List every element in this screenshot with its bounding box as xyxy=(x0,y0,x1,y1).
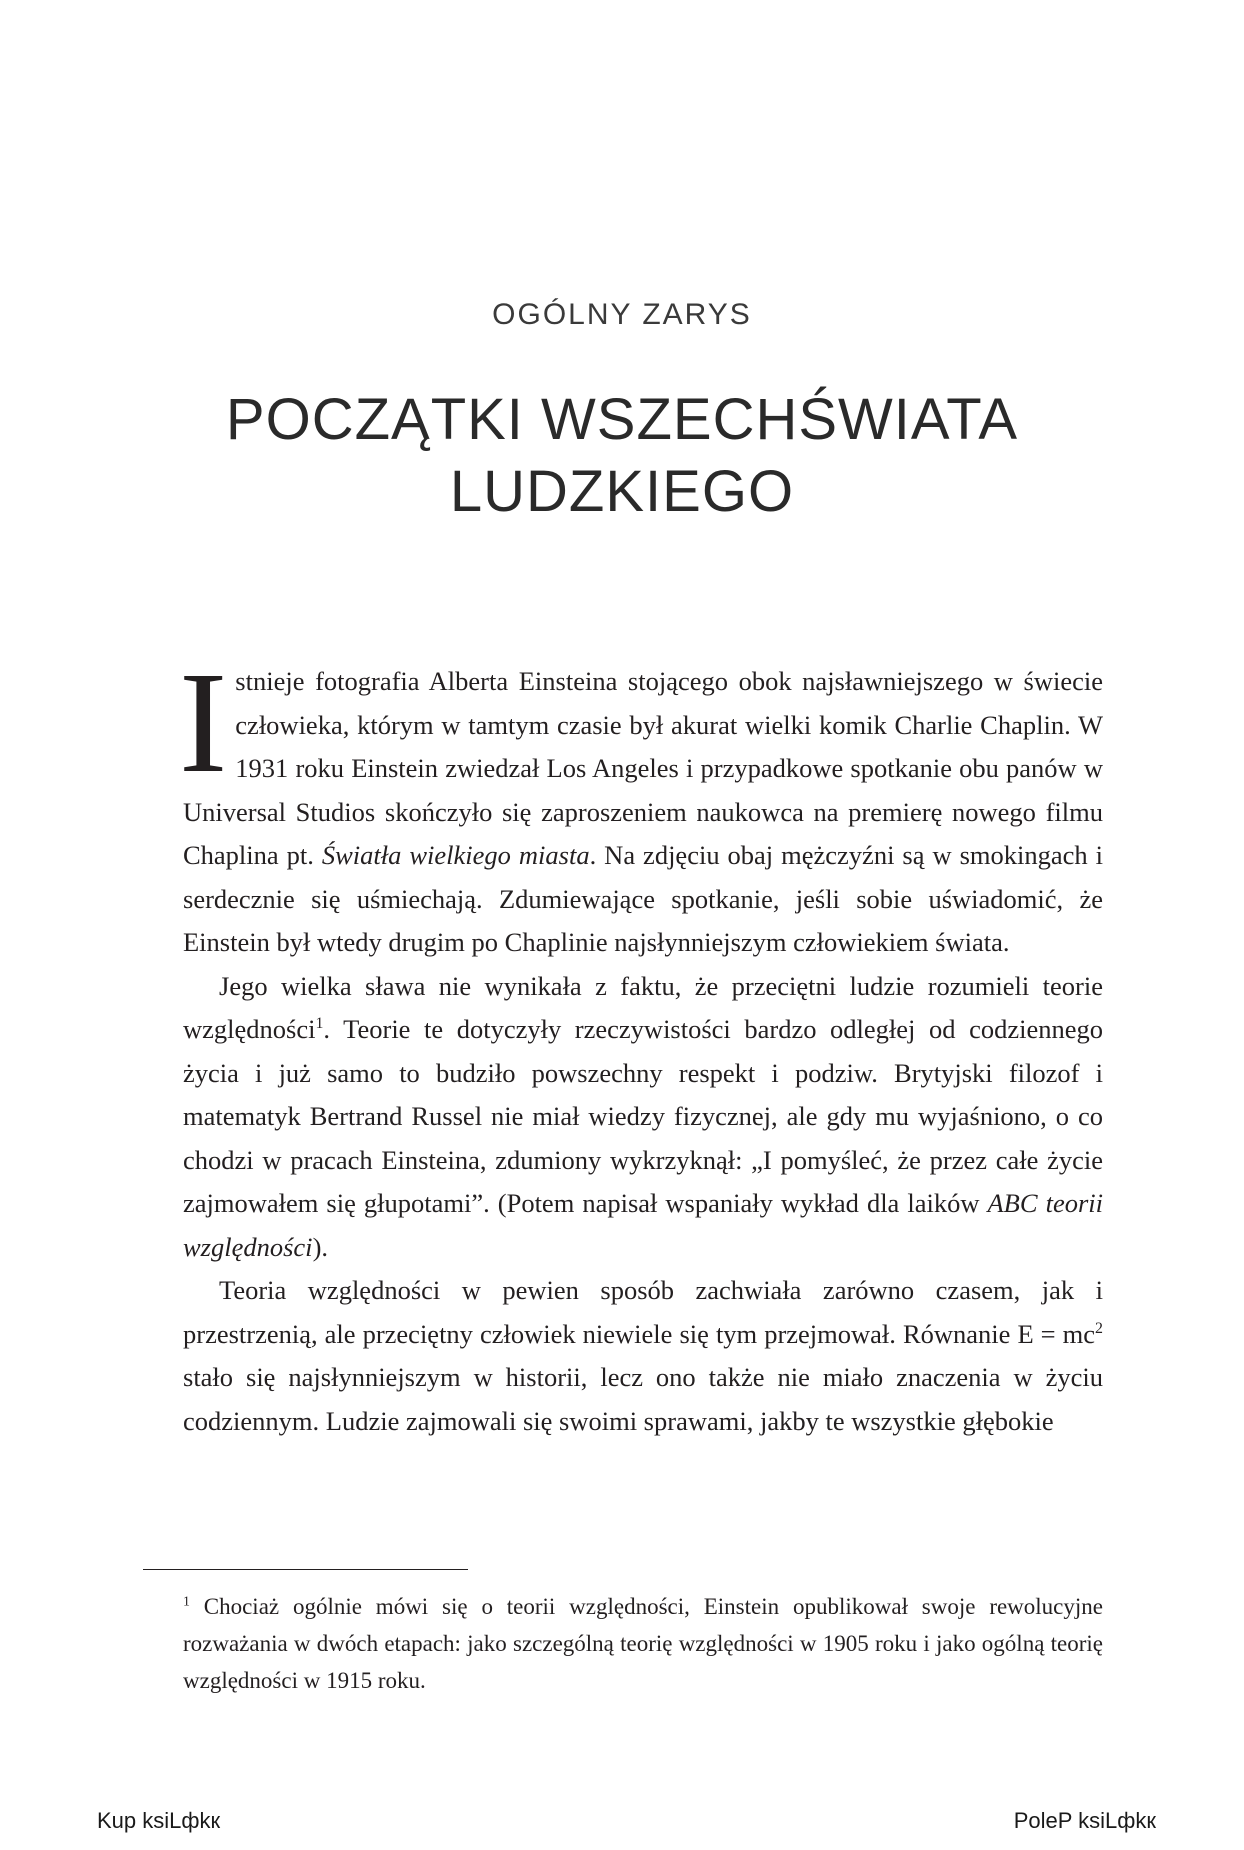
footer-left xyxy=(97,1808,220,1834)
paragraph-2-text-a: Jego wielka sława nie wynikała z faktu, że przeciętni ludzie rozumieli teorie względności xyxy=(183,970,1103,1044)
footnote-reference: 1 xyxy=(315,1015,324,1033)
footnote-marker: 1 xyxy=(183,1593,190,1609)
paragraph-3 xyxy=(183,1269,1103,1443)
buy-book-link[interactable]: Kup ksiLфkк xyxy=(97,1808,221,1833)
paragraph-1 xyxy=(179,643,1103,965)
paragraph-1-text-b: . Na zdjęciu obaj mężczyźni są w smokingach i serdecznie się uśmiechają. Zdumiewające spotkanie, jeśli sobie uświadomić, że Einstein był wtedy drugim po Chaplinie najsłynniejszym człowiekiem świata. xyxy=(183,840,1103,957)
paragraph-2-text-b: . Teorie te dotyczyły rzeczywistości bardzo odległej od codziennego życia i już samo to budziło powszechny respekt i podziw. Brytyjski filozof i matematyk Bertrand Russel nie miał wiedzy fizycznej, ale gdy mu wyjaśniono, o co chodzi w pracach Einsteina, zdumiony wykrzyknął: „I pomyśleć, że przez całe życie zajmowałem się głupotami”. (Potem napisał wspaniały wykład dla laików xyxy=(183,1014,1103,1218)
paragraph-2-text-c: ). xyxy=(312,1231,329,1262)
drop-cap: I xyxy=(179,643,228,803)
chapter-subtitle: OGÓLNY ZARYS xyxy=(492,298,752,331)
paragraph-3-text-b: stało się najsłynniejszym w historii, lecz ono także nie miało znaczenia w życiu codziennym. Ludzie zajmowali się swoimi sprawami, jakby te wszystkie głębokie xyxy=(183,1362,1103,1436)
footer-right xyxy=(1014,1808,1156,1834)
paragraph-3-text-a: Teoria względności w pewien sposób zachwiała zarówno czasem, jak i przestrzenią, ale przeciętny człowiek niewiele się tym przejmował. Równanie E = mc xyxy=(183,1275,1103,1349)
recommend-book-link[interactable]: PoleP ksiLфkк xyxy=(1013,1808,1156,1833)
footnote-divider xyxy=(143,1569,468,1570)
chapter-title-line-2: LUDZKIEGO xyxy=(449,459,795,524)
book-title: ABC teorii względności xyxy=(183,1188,1103,1262)
body-text xyxy=(179,643,1103,1443)
exponent: 2 xyxy=(1095,1319,1103,1337)
footnote xyxy=(183,1588,1103,1699)
film-title: Światła wielkiego miasta xyxy=(321,840,590,870)
paragraph-2 xyxy=(183,965,1103,1270)
chapter-title xyxy=(0,384,1244,528)
chapter-title-line-1: POCZĄTKI WSZECHŚWIATA xyxy=(225,387,1019,452)
paragraph-1-text-a: stnieje fotografia Alberta Einsteina stojącego obok najsławniejszego w świecie człowieka, którym w tamtym czasie był akurat wielki komik Charlie Chaplin. W 1931 roku Einstein zwiedzał Los Angeles i przypadkowe spotkanie obu panów w Universal Studios skończyło się zaproszeniem naukowca na premierę nowego filmu Chaplina pt. xyxy=(183,666,1103,870)
footnote-text: Chociaż ogólnie mówi się o teorii względności, Einstein opublikował swoje rewolucyjne rozważania w dwóch etapach: jako szczególną teorię względności w 1905 roku i jako ogólną teorię względności w 1915 roku. xyxy=(183,1594,1103,1693)
